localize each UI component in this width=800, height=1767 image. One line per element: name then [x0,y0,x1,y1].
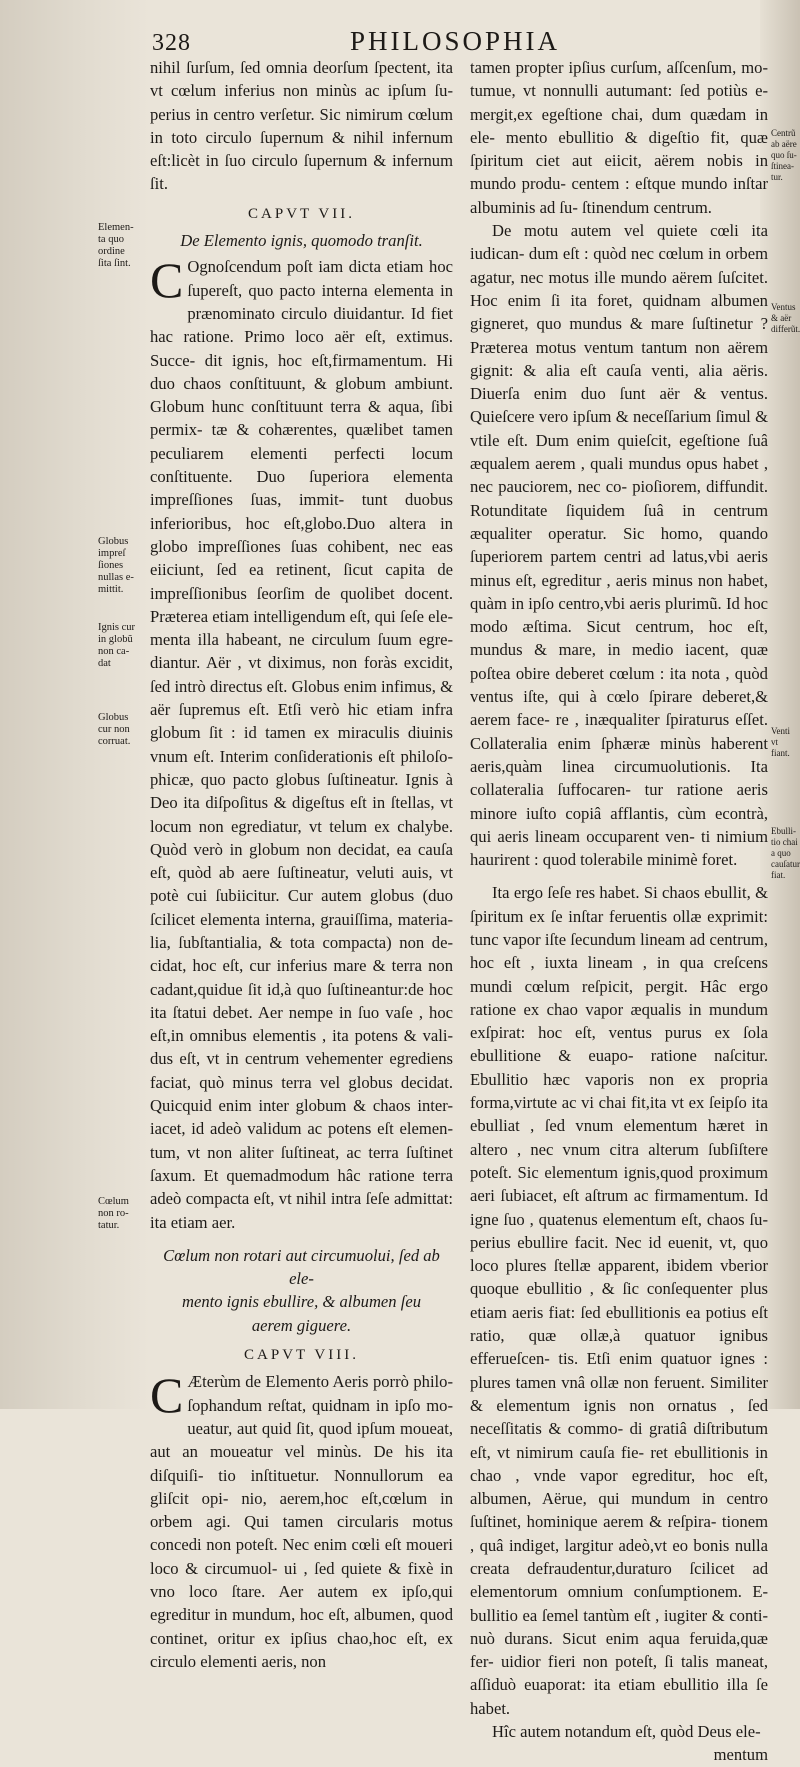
text-line: iacet, id adeò validum ac potens eſt elemen- [150,1119,453,1139]
margin-line: dat [98,658,111,669]
margin-line: mittit. [98,584,124,595]
text-line: ratione. Primo loco aër eſt, extimus. Succe- [150,327,453,370]
chapter-subtitle [150,1244,453,1337]
margin-note [98,536,148,596]
paragraph [470,219,768,871]
margin-line: fiant. [771,748,790,758]
text-line: ciet aut eiicit, aërem nobis in mundo produ- [470,151,768,194]
margin-line: Ventus [771,302,796,312]
text-line: tio inſtituetur. Nonnullorum ea gliſcit opi- [150,1465,453,1508]
text-line: tur ratione aeris minore iuſto copiâ afflantis, [470,780,768,823]
text-line: chao,hoc eſt, ex circulo elementi aeris, non [150,1628,453,1671]
text-line: nio, aerem,hoc eſt,cœlum in orbem agi. Qui [150,1488,453,1532]
text-line: quando ſuperiorem partem centri ad latus,vbi [470,523,768,567]
text-line: potè cui ſubiicitur. Cur autem globus (duo [150,886,453,906]
text-line: quieſcit, egeſtione ſuâ æqualem aerem , quali [470,430,768,474]
text-line: Nec enim cœli eſt moueri loco & circumuol- [150,1535,453,1578]
text-line: ſuâ in centrum æqualiter operatur. Sic homo, [470,500,769,543]
text-line: alia eſt cauſa venti, alia aëris. Diuerſa enim [470,360,768,404]
text-line: eſt, albumen, quod continet, oritur ex ipſius [150,1605,453,1648]
text-line: nihil ſurſum, ſed omnia deorſum ſpectent, [150,58,431,77]
text-line: euaporat: ita etiam ebullitio illa ſe habet. [470,1675,768,1718]
chapter-subtitle: De Elemento ignis, quomodo tranſit. [180,231,423,251]
text-line: eſt, quòd ab aere ſuſtineatur, veluti auis, vt [150,863,453,883]
margin-line: ſita ſint. [98,258,131,269]
text-line: loco plures ſtellæ apparent, ibidem vberior [470,1256,768,1276]
text-line: ſcilicet elementa interna, grauiſſima, materia- [150,909,453,929]
text-line: ita ſtatui debet. Aer nempe in ſuo vaſe , hoc [150,1002,453,1022]
margin-line: Globus [98,536,129,547]
margin-line: tio chai [771,837,798,847]
right-column [470,56,768,1767]
margin-line: ta quo [98,234,124,245]
text-line: phicæ, quo pacto globus ſuſtineatur. Ignis à [150,769,453,789]
margin-line: cur non [98,724,130,735]
chapter-heading: CAPVT VII. [248,205,355,222]
margin-note [771,726,799,759]
text-line: perius ebullire facit. Nec id euenit, vt, quo [470,1232,768,1252]
text-line: tumue, vt nonnulli autumant: ſed potiùs e- [470,81,768,101]
text-line: Ognoſcendum poſt iam dicta etiam hoc [187,257,453,277]
text-line: hoc eſt , iuxta lineam , in qua creſcens mundi [470,953,768,996]
text-line: Præterea etiam intelligendum eſt, qui ſeſe ele- [150,606,453,626]
margin-line: fiat. [771,870,786,880]
text-line: aeris minus eſt, egreditur , aeris minus non [470,547,769,590]
margin-line: Globus [98,712,129,723]
margin-line: corruat. [98,736,131,747]
text-line: impreſſionibus ſeorſim de quolibet docent. [150,583,453,603]
text-line: conſtituunt, & globum ambiunt. Globum [150,373,454,417]
text-line: Æterùm de Elemento Aeris porrò philo- [187,1372,453,1392]
text-line: globum ſit : id tamen ex miraculis diuinis [150,723,453,743]
text-line: tionem , quâ indiget, largitur adeò,vt eo bonis [470,1512,768,1555]
margin-line: ſiones [98,560,124,571]
text-line: ita etiam aer. [150,1212,236,1232]
text-line: mundus & mare, in medio iacent, quæ poſtea [470,640,768,683]
text-line: uidior fieri non poteſt, ſi talis maneat, aſſiduò [470,1652,768,1695]
text-line: poteſt. Sic elementum ignis,quod proximum [470,1162,768,1182]
text-line: di gratiâ diſtributum eſt, vt nimirum cauſa fie- [470,1419,768,1462]
running-head [150,24,770,58]
margin-note [98,622,148,670]
margin-line: Elemen- [98,222,134,233]
text-line: eſt:licèt in ſuo circulo ſupernum & infernum [150,151,453,171]
text-line: motus ventum tantum non aërem gignit: & [470,337,768,380]
text-line: duo ſunt aër & ventus. Quieſcere vero ipſum [470,384,768,427]
text-line: foret. [701,850,738,870]
text-line: quoque ebullitio , & ſic conſequenter plus [470,1279,768,1299]
text-line: Id hoc modo æſtima. Sicut centrum, hoc eſt, [470,593,768,637]
page-number: 328 [152,30,191,56]
margin-note [771,302,799,335]
chapter-heading: CAPVT VIII. [244,1347,359,1364]
margin-line: ſtinea- [771,161,794,171]
text-line: hunc conſtituunt terra & aqua, ſibi permix- [150,397,453,440]
intro-paragraph [150,56,453,196]
margin-note [98,222,148,270]
text-line: tunt duobus inferioribus, hoc eſt,globo.Duo [150,490,453,533]
text-line: obire deberet cœlum : ita nota , quòd ventus [470,663,768,707]
text-line: re , inæqualiter ſpiraturus eſſet. Collateralia [470,710,768,753]
text-line: bullitio ea ſemel tantùm eſt , iugiter & conti- [470,1605,768,1625]
text-line: ſit. [150,174,168,194]
text-line: centro ſuſtinet, hominique aerem & reſpira- [470,1489,768,1532]
margin-line: quo ſu- [771,150,797,160]
text-line: ueatur, aut quid ſit, quod ipſum moueat, aut [150,1418,453,1462]
text-line: eſt, ventus purus ex ſola ebullitione & euapo- [470,1023,768,1066]
text-line: ret ebullitionis in chao , vnde vapor egreditur, [470,1442,768,1485]
text-line: iſte, qui à cœlo ſpirare deberet,& aerem face- [470,687,768,730]
margin-line: & aër [771,313,792,323]
text-line: cadant,quidue ſit id,à quo ſuſtineantur:de hoc [150,979,453,999]
text-line: mento ebullitio & digeſtio fit, quæ ſpiritum [470,127,768,171]
margin-note [98,712,148,748]
text-line: nec eas eiiciunt, ſed ea retinent, ſicut capita de [150,536,453,580]
margin-line: Ebulli- [771,826,796,836]
text-line: vnâ ollæ non feruent. Similiter & elementum [470,1372,768,1415]
text-line: ſophandum reſtat, quidnam in ipſo mo- [187,1395,453,1415]
text-line: an moueatur vel minùs. De his ita diſquiſi- [150,1442,453,1485]
text-line: ſeipſo ita ebulliat , ſed vnum elementum hæret [470,1093,768,1136]
text-line: vnum eſt. Interim conſiderationis eſt philoſo- [150,746,453,766]
text-line: enim ſphæræ minùs haberent aeris,quàm linea [470,733,768,776]
text-line: tæ & cohærentes, quælibet tamen peculiarem [150,420,453,463]
text-line: pioſiorem, diffundit. Rotunditate ſiquidem [470,477,768,520]
text-line: tamen propter ipſius curſum, aſſcenſum, mo- [470,58,768,77]
text-line: locum non egrediatur, vt telum ex chalybe. [150,816,453,836]
text-line: adeò compacta eſt, vt nihil intra ſeſe admittat: [150,1189,453,1209]
text-line: dus eſt, vt in centrum vehementer egrediens [150,1049,453,1069]
text-line: aerem giguere. [251,1315,352,1335]
text-line: perius in centro verſetur. Sic nimirum cœlum [150,104,453,124]
text-line: faciat, quò minus terra vel globus decidat. [150,1072,453,1092]
text-line: prænominato circulo diuidantur. Id fiet hac [150,303,453,347]
margin-line: Ignis cur [98,622,136,633]
margin-line: Venti vt [771,726,790,747]
text-line: cœlum reſpicit, pergit. Hâc ergo ratione ex [470,976,768,1019]
margin-note [98,1196,148,1232]
text-line: tum, vt non aliter ſuſtineat, ac terra ſuſtinet [150,1142,453,1162]
margin-line: non ro- [98,1208,129,1219]
chapter-paragraph [150,1367,453,1673]
text-line: cidat, hoc eſt, cur inferius mare & terra non [150,956,453,976]
text-line: mergit,ex egeſtione chai, dum quædam in ele- [470,104,768,147]
margin-line: Cœlum [98,1196,129,1207]
text-line: & neceſſarium ſimul & vtile eſt. Dum enim [470,407,768,450]
text-line: nulla creata defraudentur,duraturo ſcilicet ad [470,1535,768,1578]
text-line: tamen circularis motus concedi non poteſt. [150,1512,453,1555]
page-title: PHILOSOPHIA [350,26,561,56]
text-line: ex propria forma,virtute ac vi chai fit,ita vt ex [470,1069,768,1113]
text-line: menta illa habeant, ne circulum ſuum egre- [150,630,453,650]
text-line: ui , ſed quiete & fixè in vno loco ſtare. Aer [150,1558,453,1601]
text-line: mundus opus habet , nec pauciorem, nec co- [470,454,768,497]
text-line: cùm econtrà, qui aeris lineam occuparent ven- [470,803,768,846]
margin-line: ordine [98,246,125,257]
paragraph [470,1720,768,1743]
text-line: Ita ergo ſeſe res habet. Si chaos ebullit, & [492,883,768,903]
margin-line: Centrũ [771,128,796,138]
text-line: ti nimium haurirent : quod tolerabile minimè [470,826,769,870]
text-line: tunc vapor iſte ſecundum lineam ad centrum, [470,929,768,949]
text-line: diantur. Aër , vt diximus, non foràs excidit, [150,653,453,673]
text-line: nec motus ille mundo aërem ſuſcitet. Hoc [470,267,768,310]
text-line: dum eſt : quòd nec cœlum in orbem agatur, [470,244,768,287]
drop-cap: C [150,252,184,309]
catchword: mentum [713,1745,768,1765]
text-line: ſpiritum ex ſe inſtar feruentis ollæ exprimit: [470,906,768,926]
text-line: enim ſi ita foret, quidnam albumen gigneret, [470,290,768,334]
text-line: nuò durans. Sicut enim aqua feruida,quæ fer- [470,1628,768,1672]
text-line: habet, quàm in ipſo centro,vbi aeris plurimũ. [470,570,768,613]
left-column [150,56,453,1673]
text-line: altera in globo impreſſiones ſuas cohibent, [150,513,453,556]
text-line: tis. Etſi enim quatuor ignes : plures tamen [470,1349,768,1392]
text-line: ſaxum. Et quemadmodum hâc ratione terra [150,1165,453,1185]
text-line: mento ignis ebullire, & albumen ſeu [181,1292,422,1312]
paragraph [470,56,768,219]
text-line: ſupereſt, quo pacto interna elementa in [187,280,453,300]
text-line: Deo ita diſpoſitus & digeſtus eſt in ſtellas, vt [150,793,453,813]
text-line: ita vt cœlum inferius non minùs ac ipſum ſu- [150,58,454,101]
margin-line: cauſatur [771,859,800,869]
text-line: ignis non ornatus , ſed neceſſitatis & commo- [470,1395,769,1439]
margin-line: tur. [771,172,783,182]
text-line: centem : eſtque mundo inſtar albuminis ad ſu- [470,174,768,217]
text-line: Cœlum non rotari aut circumuolui, ſed ab ele- [163,1245,440,1289]
text-line: elementorum omnium conſumptionem. E- [470,1582,768,1602]
margin-line: ab aëre [771,139,797,149]
margin-line: nullas e- [98,572,134,583]
text-line: dit ignis, hoc eſt,firmamentum. Hi duo chaos [150,350,453,393]
text-line: Hîc autem notandum eſt, quòd Deus ele- [492,1722,761,1742]
text-line: & aër ſupremus eſt. Etſi verò hic etiam infra [150,676,453,720]
text-line: aeri ſubiacet, eſt aſtrum ac firmamentum. Id [470,1186,768,1206]
text-line: in toto circulo ſupernum & nihil infernum [150,127,453,147]
text-line: circumuolutionis. Ita collateralia ſuffocaren- [470,756,768,800]
text-line: Quòd verò in globum non decidat, ea cauſa [150,839,453,859]
text-line: elementi perfecti locum conſtituente. Duo [150,443,453,487]
text-line: hoc eſt, albumen, Aërue, qui mundum in [470,1465,769,1509]
text-line: ſtinendum centrum. [582,197,712,217]
text-line: quo mundus & mare ſuſtinetur ? Præterea [470,314,768,357]
text-line: ſuperiora elementa impreſſiones ſuas, immit- [150,467,453,510]
text-line: in altero , nec vnum citra alterum ſubſiſtere [470,1116,768,1159]
text-line: autem ex ipſo,qui egreditur in mundum, hoc [150,1582,453,1625]
text-line: eſt,in omnibus elementis , ita potens & vali- [150,1026,453,1046]
margin-line: a quo [771,848,791,858]
text-line: ratione naſcitur. Ebullitio hæc vaporis non [470,1046,768,1089]
margin-line: impreſ [98,548,126,559]
text-line: chao vapor æqualis in mundum exſpirat: hoc [470,999,768,1043]
text-line: ſed intrò directus eſt. Globus enim infimus, [150,676,436,696]
margin-line: in globũ [98,634,133,645]
margin-line: differũt. [771,324,800,334]
paragraph [470,881,768,1720]
margin-note [771,128,799,183]
text-line: etiam aeris fiat: ſed ebullitionis ea potius eſt [470,1302,768,1322]
drop-cap: C [150,1367,184,1424]
text-line: ratio, quæ ollæ,à quatuor ignibus efferueſcen- [470,1326,768,1369]
margin-line: non ca- [98,646,130,657]
text-line: De motu autem vel quiete cœli ita iudican- [470,221,768,264]
text-line: lia, ſubſtantialia, & tota compacta) non de- [150,932,453,952]
text-line: igne ſuo , quatenus elementum eſt, chaos ſu- [470,1209,768,1229]
margin-line: tatur. [98,1220,120,1231]
chapter-paragraph [150,252,454,1233]
margin-note [771,826,799,881]
text-line: Quicquid enim inter globum & chaos inter- [150,1096,453,1116]
